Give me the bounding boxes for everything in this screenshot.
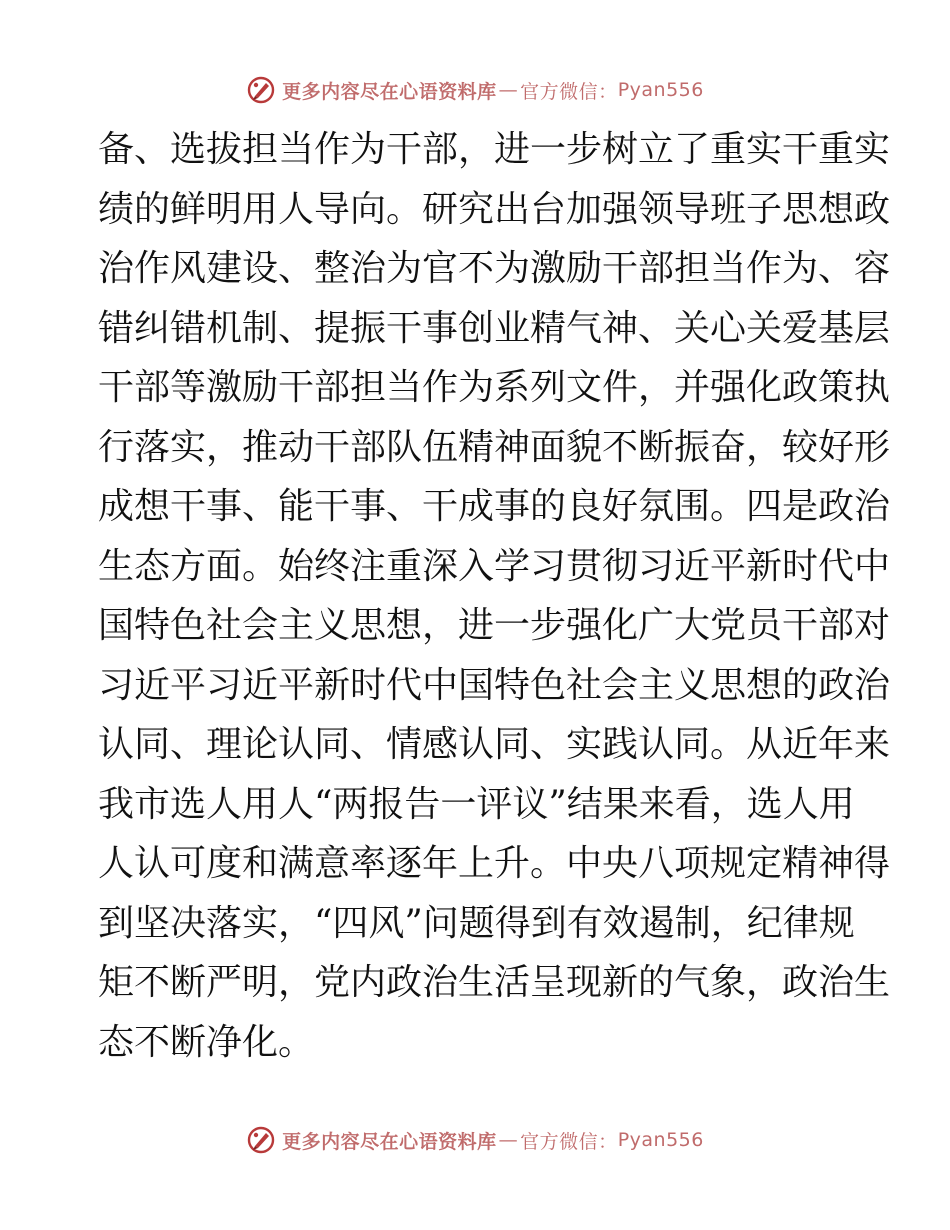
body-line: 我市选人用人“两报告一评议”结果来看，选人用	[98, 783, 855, 825]
body-line: 习近平习近平新时代中国特色社会主义思想的政治	[98, 664, 891, 706]
banner-wechat-label: 官方微信：	[520, 80, 618, 103]
body-line: 矩不断严明，党内政治生活呈现新的气象，政治生	[98, 962, 891, 1003]
body-line: 成想干事、能干事、干成事的良好氛围。四是政治	[98, 486, 891, 527]
body-line: 错纠错机制、提振干事创业精气神、关心关爱基层	[98, 307, 891, 349]
banner-brand-text: 更多内容尽在心语资料库	[282, 80, 497, 103]
body-line: 到坚决落实，“四风”问题得到有效遏制，纪律规	[98, 902, 855, 944]
body-line: 态不断净化。	[98, 1021, 315, 1063]
banner-brand-text: 更多内容尽在心语资料库	[282, 1130, 497, 1153]
header-banner	[0, 70, 950, 110]
banner-separator: —	[498, 79, 519, 101]
body-line: 备、选拔担当作为干部，进一步树立了重实干重实	[98, 129, 891, 170]
banner-wechat-id: Pyan556	[617, 79, 704, 101]
body-line: 干部等激励干部担当作为系列文件，并强化政策执	[98, 367, 891, 408]
pen-seal-icon	[246, 75, 276, 105]
banner-wechat-id: Pyan556	[617, 1129, 704, 1151]
banner-wechat-label: 官方微信：	[520, 1130, 618, 1153]
body-line: 治作风建设、整治为官不为激励干部担当作为、容	[98, 248, 891, 289]
document-body	[98, 120, 891, 1072]
body-line: 认同、理论认同、情感认同、实践认同。从近年来	[98, 724, 891, 765]
banner-separator: —	[498, 1129, 519, 1151]
body-line: 生态方面。始终注重深入学习贯彻习近平新时代中	[98, 545, 891, 587]
body-line: 人认可度和满意率逐年上升。中央八项规定精神得	[98, 843, 891, 884]
footer-banner	[0, 1120, 950, 1160]
body-line: 行落实，推动干部队伍精神面貌不断振奋，较好形	[98, 426, 891, 468]
body-line: 绩的鲜明用人导向。研究出台加强领导班子思想政	[98, 188, 891, 230]
body-line: 国特色社会主义思想，进一步强化广大党员干部对	[98, 605, 891, 646]
pen-seal-icon	[246, 1125, 276, 1155]
